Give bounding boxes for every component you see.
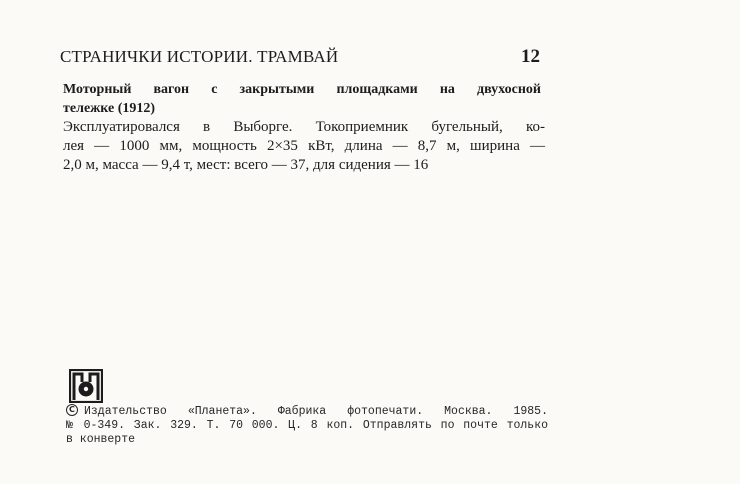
publisher-logo-icon <box>69 369 103 403</box>
imprint-line: в конверте <box>66 433 136 446</box>
card-title-line: Моторный вагон с закрытыми площадками на двухосной <box>63 82 541 97</box>
description-line: Эксплуатировался в Выборге. Токоприемник бугельный, ко- <box>63 119 545 135</box>
description <box>63 118 545 175</box>
description-line: 2,0 м, масса — 9,4 т, мест: всего — 37, для сидения — 16 <box>63 157 429 173</box>
copyright-icon <box>66 404 78 416</box>
card-number: 12 <box>521 46 540 67</box>
imprint-text: Издательство «Планета». Фабрика фотопечати. Москва. 1985. <box>84 405 548 418</box>
description-line: лея — 1000 мм, мощность 2×35 кВт, длина — 8,7 м, ширина — <box>63 138 545 154</box>
publisher-imprint <box>66 404 548 447</box>
series-title: СТРАНИЧКИ ИСТОРИИ. ТРАМВАЙ <box>60 47 339 66</box>
card-title-line: тележке (1912) <box>63 101 156 116</box>
card-title <box>63 80 541 118</box>
imprint-line <box>66 404 548 419</box>
imprint-line: № 0-349. Зак. 329. Т. 70 000. Ц. 8 коп. Отправлять по почте только <box>66 419 548 432</box>
